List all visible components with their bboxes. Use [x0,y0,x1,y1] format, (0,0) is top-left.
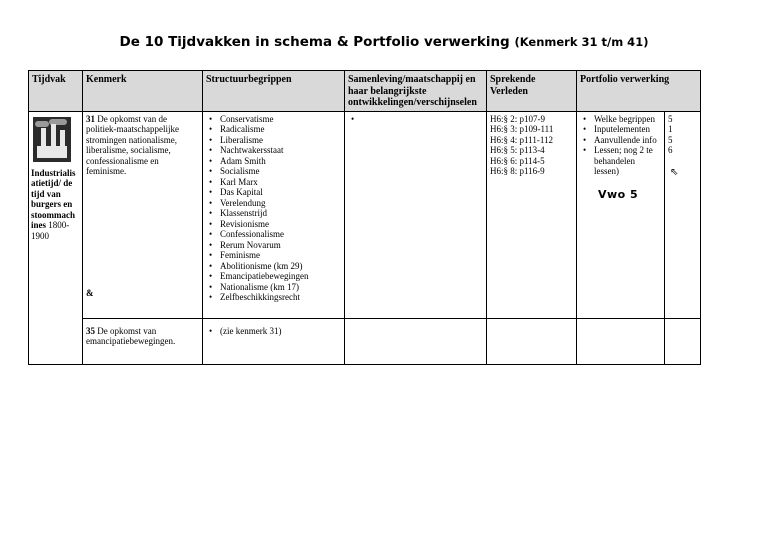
verleden-item: H6:§ 6: p114-5 [490,155,545,166]
portfolio-number: 1 [668,124,673,134]
begrippen-list [206,114,341,303]
portfolio-list [580,114,661,177]
list-item: • Das Kapital [206,187,341,198]
factory-icon [33,117,71,162]
begrippen-list [206,326,341,337]
header-portfolio: Portfolio verwerking [577,71,701,112]
kenmerk-text: De opkomst van emancipatiebewegingen. [86,325,176,346]
portfolio-cell-2 [577,318,665,364]
arrow-up-left-icon: ⇖ [670,166,679,178]
tijdvak-years: 1800-1900 [31,220,70,241]
list-item: • Abolitionisme (km 29) [206,261,341,272]
portfolio-number: 5 [668,113,673,124]
header-samenleving: Samenleving/maatschappij en haar belangrijkste ontwikkelingen/verschijnselen [345,71,487,112]
title-main: De 10 Tijdvakken in schema & Portfolio verwerking [119,34,510,50]
list-item: • Radicalisme [206,124,341,135]
list-item: • Feminisme [206,250,341,261]
verleden-cell [487,111,577,318]
list-item: • Klassenstrijd [206,208,341,219]
list-item: • Nachtwakersstaat [206,145,341,156]
table-row [29,318,701,364]
verleden-item: H6:§ 4: p111-112 [490,134,553,145]
list-item: • Conservatisme [206,114,341,125]
header-tijdvak: Tijdvak [29,71,83,112]
portfolio-numbers-cell-2 [665,318,701,364]
title-sub: (Kenmerk 31 t/m 41) [514,35,649,49]
kenmerk-number: 35 [86,325,95,336]
header-kenmerk: Kenmerk [83,71,203,112]
list-item: • Nationalisme (km 17) [206,282,341,293]
list-item: • Aanvullende info [580,135,661,146]
samenleving-cell [345,111,487,318]
list-item: • Emancipatiebewegingen [206,271,341,282]
verleden-item: H6:§ 8: p116-9 [490,166,545,176]
list-item: • Verelendung [206,198,341,209]
list-item: • Revisionisme [206,219,341,230]
verleden-item: H6:§ 2: p107-9 [490,113,545,124]
kenmerk-cell-2 [83,318,203,364]
list-item: • Karl Marx [206,177,341,188]
kenmerk-text: De opkomst van de politiek-maatschappelijke stromingen nationalisme, liberalisme, socialisme, confessionalisme en feminisme. [86,113,179,176]
begrippen-cell-2 [203,318,345,364]
list-item: • Socialisme [206,166,341,177]
list-item: • Lessen; nog 2 te behandelen lessen) [580,145,661,177]
tijdvak-label [31,168,80,242]
list-item: • Zelfbeschikkingsrecht [206,292,341,303]
portfolio-cell [577,111,665,318]
portfolio-number: 5 [668,134,673,145]
header-structuur: Structuurbegrippen [203,71,345,112]
ampersand: & [86,287,94,298]
list-item: • Welke begrippen [580,114,661,125]
verleden-list [490,114,573,177]
list-item: • Adam Smith [206,156,341,167]
begrippen-cell [203,111,345,318]
table-row [29,111,701,318]
header-verleden: Sprekende Verleden [487,71,577,112]
portfolio-numbers-cell [665,111,701,318]
verleden-cell-2 [487,318,577,364]
kenmerk-number: 31 [86,113,95,124]
page-title [0,34,768,50]
verleden-item: H6:§ 5: p113-4 [490,145,545,155]
tijdvak-name: Industrialis atietijd/ de tijd van burgers en stoommach ines [31,167,76,230]
list-item: • (zie kenmerk 31) [206,326,341,337]
kenmerk-31 [86,114,199,177]
header-row [29,71,701,112]
list-item: • Confessionalisme [206,229,341,240]
portfolio-number: 6 [668,145,673,155]
schema-table [28,70,701,365]
verleden-item: H6:§ 3: p109-111 [490,124,554,134]
list-item: • Rerum Novarum [206,240,341,251]
portfolio-numbers [668,114,697,156]
samenleving-cell-2 [345,318,487,364]
list-item: • Inputelementen [580,124,661,135]
vwo-label: Vwo 5 [598,187,639,201]
tijdvak-cell [29,111,83,364]
kenmerk-cell [83,111,203,318]
list-item: • Liberalisme [206,135,341,146]
